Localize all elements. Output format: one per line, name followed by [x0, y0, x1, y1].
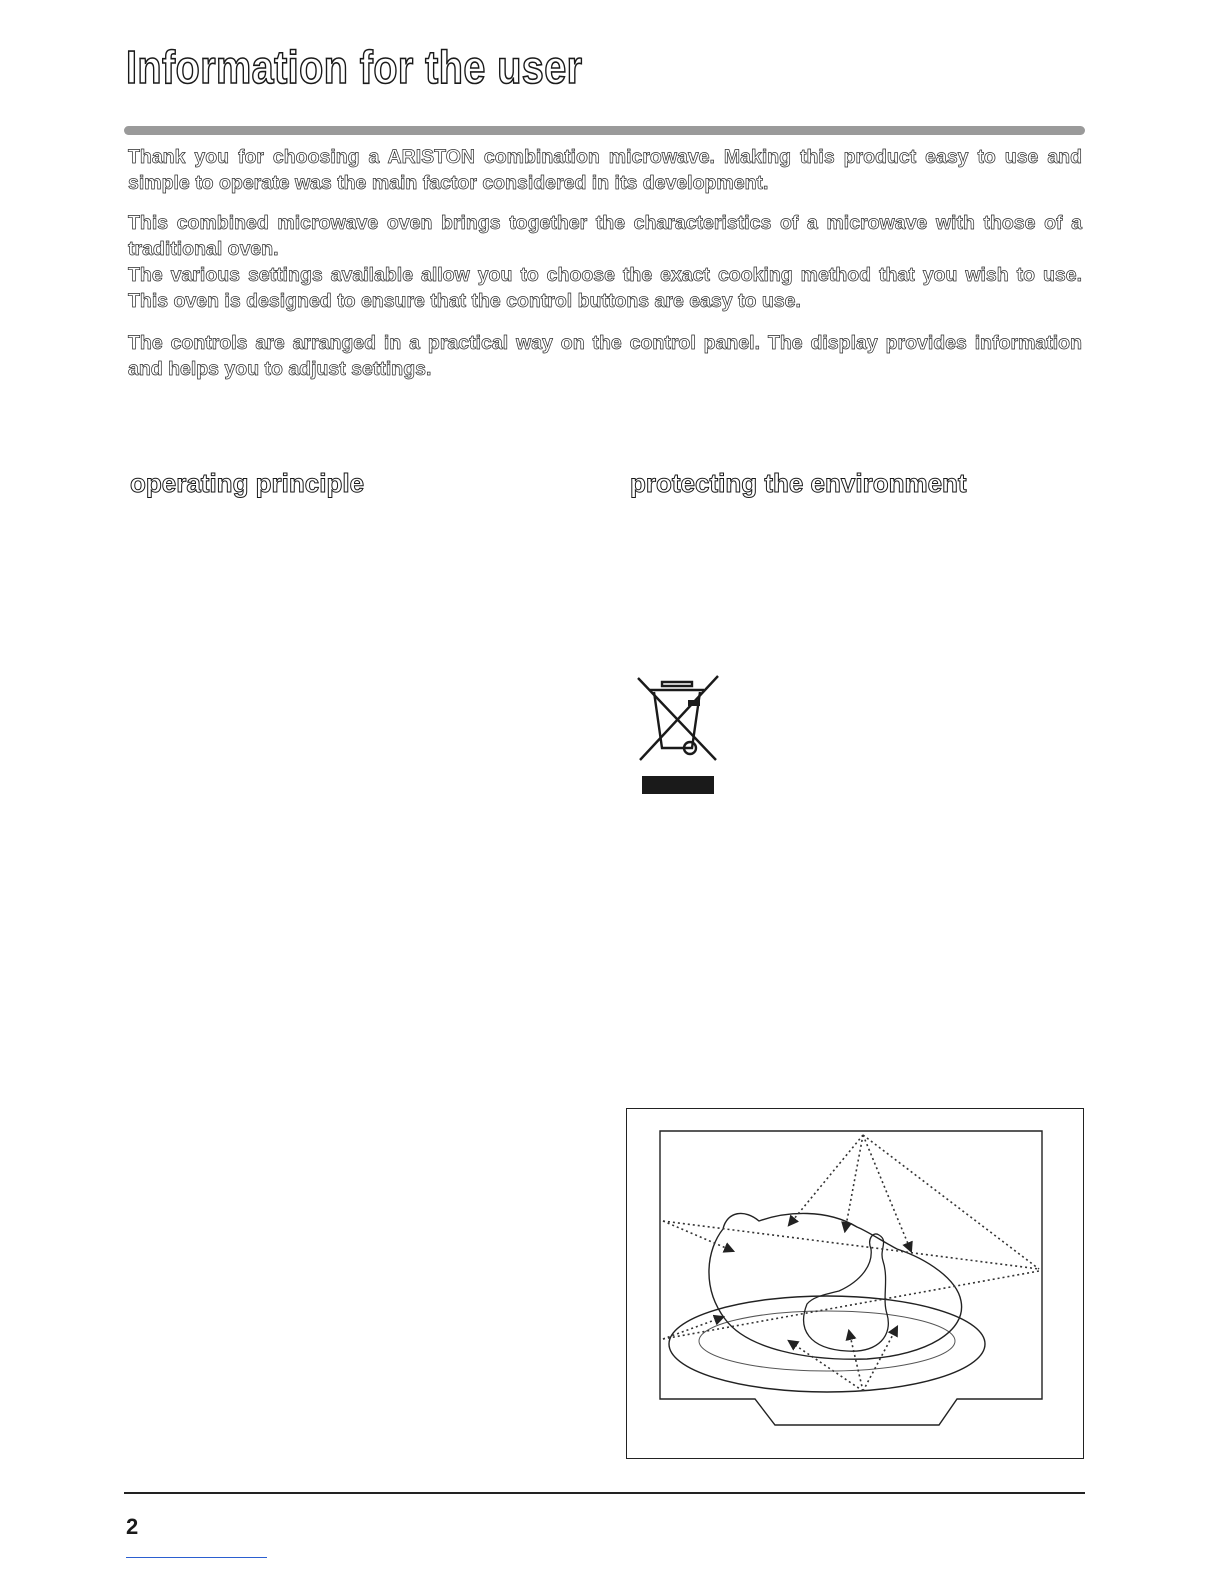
crossed-out-wheelie-bin-icon [632, 672, 724, 798]
microwave-cooking-diagram [627, 1109, 1085, 1460]
intro-text-2a: This combined microwave oven brings together the characteristics of a microwave with those of a traditional oven. [128, 212, 1082, 260]
heading-protecting-environment: protecting the environment [630, 468, 967, 498]
microwave-diagram-figure [626, 1108, 1084, 1459]
intro-paragraph-1 [128, 144, 1082, 196]
title-rule [124, 126, 1085, 135]
footer-rule [124, 1492, 1085, 1494]
intro-text-3: The controls are arranged in a practical way on the control panel. The display provides information and helps you to adjust settings. [128, 332, 1082, 380]
intro-paragraph-2 [128, 210, 1082, 314]
intro-text-1: Thank you for choosing a ARISTON combination microwave. Making this product easy to use and simple to operate was the main factor considered in its development. [128, 146, 1082, 194]
page-title: Information for the user [126, 41, 583, 93]
intro-paragraph-3 [128, 330, 1082, 382]
intro-text-2b: The various settings available allow you to choose the exact cooking method that you wish to use. This oven is designed to ensure that the control buttons are easy to use. [128, 264, 1082, 312]
page-number: 2 [126, 1514, 139, 1539]
heading-operating-principle: operating principle [130, 468, 365, 498]
link-underline [126, 1557, 267, 1558]
